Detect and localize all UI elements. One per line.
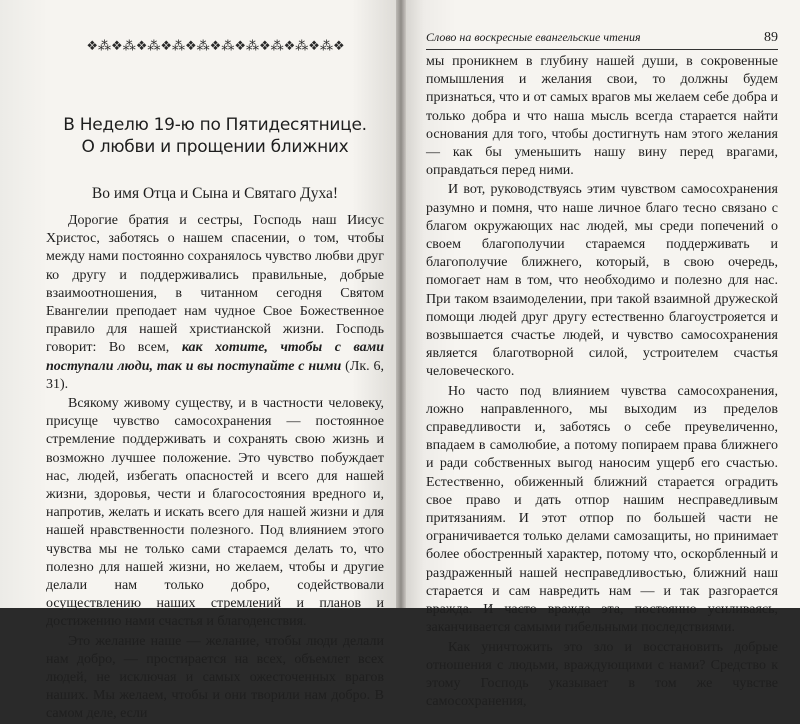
paragraph: [46, 212, 384, 394]
page-number: 89: [764, 30, 778, 45]
paragraph: мы проникнем в глубину нашей души, в сокровенные помышления и желания свои, то должны будем признаться, что и от самых врагов мы желаем себе добра и только добра и что наша мысль всегда старается найти основания для того, чтобы достигнуть нам этого желания — как бы уменьшить нашу вину перед врагами, оправдаться перед ними.: [426, 54, 778, 179]
paragraph: Всякому живому существу, и в частности человеку, присуще чувство самосохранения — постоянное стремление поддерживать и сохранять свою жизнь и возможно лучшее положение. Это чувство побуждает нас, людей, избегать опасностей и всего для нашей жизни, здоровья, чести и благосостояния вредного и, напротив, желать и искать всего для нашей жизни и для нашей нравственности полезного. Под влиянием этого чувства мы не только сами стараемся делать то, что полезно для нашей жизни, но желаем, чтобы и другие делали нам только добро, содействовали осуществлению наших стремлений и планов и достижению нами счастья и благоденствия.: [46, 396, 384, 630]
sermon-title: [46, 114, 384, 158]
book-gutter: [396, 0, 406, 608]
right-page: [400, 0, 800, 710]
title-line-2: О любви и прощении ближних: [81, 137, 349, 157]
paragraph: Это желание наше — желание, чтобы люди делали нам добро, — простирается на всех, объемлет всех людей, не исключая и самых ожесточенных врагов наших. Мы желаем, чтобы и они творили нам добро. В самом деле, если: [46, 633, 384, 722]
left-page: [0, 0, 400, 722]
title-line-1: В Неделю 19-ю по Пятидесятнице.: [63, 115, 367, 135]
running-header-title: Слово на воскресные евангельские чтения: [426, 30, 641, 44]
ornament-divider: ❖ ⁂ ❖ ⁂ ❖ ⁂ ❖ ⁂ ❖ ⁂ ❖ ⁂ ❖ ⁂ ❖ ⁂ ❖ ⁂ ❖ ⁂ ❖: [86, 38, 344, 53]
left-body-text: [46, 212, 384, 724]
paragraph-text: Дорогие братия и сестры, Господь наш Иисус Христос, заботясь о нашем спасении, о том, чтобы между нами постоянно сохранялось чувство любви друг ко другу и поддерживались правильные, добрые взаимоотношения, в читанном сегодня Святом Евангелии преподает нам чудное Свое Божественное правило для нашей христианской жизни. Господь говорит: Во всем,: [46, 213, 384, 356]
paragraph: Как уничтожить это зло и восстановить добрые отношения с людьми, враждующими с нами? Средство к этому Господь указывает в том же чувстве самосохранения,: [426, 639, 778, 710]
paragraph: И вот, руководствуясь этим чувством самосохранения разумно и помня, что наше личное благо тесно связано с благом окружающих нас людей, мы среди попечений о своем благополучии стараемся поддерживать и благополучие ближнего, который, в свою очередь, помогает нам в том, что необходимо и полезно для нас. При таком взаимоделении, при такой взаимной дружеской помощи людей друг другу естественно благоустрояется и возвышается счастье людей, и чувство самосохранения является благотворной силой, устроителем счастья человеческого.: [426, 182, 778, 380]
running-header: [426, 30, 778, 50]
paragraph-text: (Лк. 6, 31).: [46, 358, 384, 392]
right-body-text: [426, 53, 778, 711]
scripture-quote: как хотите, чтобы с вами поступали люди, так и вы поступайте с ними: [46, 340, 385, 374]
invocation: Во имя Отца и Сына и Святаго Духа!: [91, 185, 339, 202]
paragraph: Но часто под влиянием чувства самосохранения, ложно направленного, мы выходим из пределов справедливости и, заботясь о себе преувеличенно, впадаем в самолюбие, а потому попираем права ближнего и ради собственных выгод наносим ущерб его счастью. Естественно, обиженный ближний старается оградить свое право и дать отпор нашим несправедливым притязаниям. И этот отпор по большей части не ограничивается только делами самозащиты, но принимает более обостренный характер, потому что, оскорбленный и раздраженный нашей несправедливостью, ближний наш старается и сам навредить нам — и так разгорается вражда. И часто вражда эта, постоянно усиливаясь, заканчивается самыми гибельными последствиями.: [426, 383, 778, 636]
